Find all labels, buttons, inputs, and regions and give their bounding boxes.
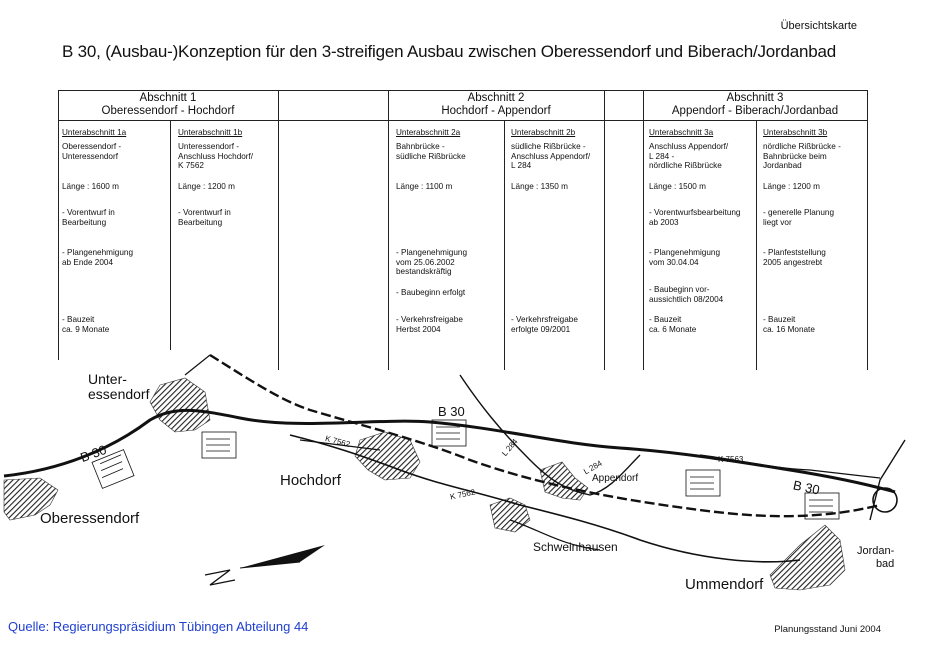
subsection-status: - generelle Planung liegt vor [763, 208, 835, 227]
subsection-approval: - Plangenehmigung vom 25.06.2002 bestandskräftig [396, 248, 468, 276]
place-unteressendorf: Unter- essendorf [88, 371, 150, 402]
section-heading: Abschnitt 1 [139, 92, 197, 104]
subsection-name: Unterabschnitt 1b [178, 128, 243, 137]
page-title: B 30, (Ausbau-)Konzeption für den 3-streifigen Ausbau zwischen Oberessendorf und Biberach/Jordanbad [62, 42, 837, 61]
subsection-route: Unteressendorf - Anschluss Hochdorf/ K 7562 [178, 142, 254, 170]
place-schweinhausen: Schweinhausen [533, 540, 618, 554]
road-label-l284: L 284 [582, 458, 604, 477]
subsection-length: Länge : 1200 m [763, 182, 820, 191]
settlement-ummendorf [770, 525, 845, 590]
road-label-b30: B 30 [438, 404, 465, 419]
subsection-name: Unterabschnitt 3b [763, 128, 828, 137]
subsection-completion: - Verkehrsfreigabe Herbst 2004 [396, 315, 463, 334]
road-label-b30: B 30 [791, 477, 822, 498]
section-heading: Abschnitt 3 [726, 92, 784, 104]
subsection-route: nördliche Rißbrücke - Bahnbrücke beim Jordanbad [763, 142, 841, 170]
subsection-completion: - Verkehrsfreigabe erfolgte 09/2001 [511, 315, 578, 334]
lane-marker-2 [202, 432, 236, 458]
lane-marker-5 [805, 493, 839, 519]
subsection-status: - Vorentwurf in Bearbeitung [62, 208, 115, 227]
subsection-completion: - Bauzeit ca. 6 Monate [649, 315, 697, 334]
source-credit: Quelle: Regierungspräsidium Tübingen Abteilung 44 [8, 619, 309, 634]
subsection-route: Oberessendorf - Unteressendorf [62, 142, 122, 161]
place-jordanbad: Jordan- bad [857, 545, 895, 570]
settlement-schweinhausen [490, 498, 530, 532]
road-label-k7562: K 7562 [449, 487, 477, 502]
planning-status-date: Planungsstand Juni 2004 [774, 624, 881, 635]
place-ummendorf: Ummendorf [685, 576, 764, 593]
subsection-length: Länge : 1600 m [62, 182, 119, 191]
subsection-status: - Vorentwurfsbearbeitung ab 2003 [649, 208, 741, 227]
subsection-construction: - Baubeginn erfolgt [396, 288, 466, 297]
section-route: Appendorf - Biberach/Jordanbad [671, 105, 839, 117]
place-oberessendorf: Oberessendorf [40, 510, 140, 527]
section-heading: Abschnitt 2 [467, 92, 525, 104]
place-appendorf: Appendorf [592, 473, 639, 484]
section-route: Oberessendorf - Hochdorf [101, 105, 235, 117]
subsection-length: Länge : 1500 m [649, 182, 706, 191]
subsection-length: Länge : 1100 m [396, 182, 453, 191]
subsection-name: Unterabschnitt 3a [649, 128, 714, 137]
section-route: Hochdorf - Appendorf [441, 105, 551, 117]
subsection-name: Unterabschnitt 1a [62, 128, 127, 137]
subsection-length: Länge : 1350 m [511, 182, 568, 191]
settlement-unteressendorf [150, 378, 210, 432]
settlement-appendorf [540, 462, 588, 500]
road-label-l284: L 284 [500, 437, 520, 458]
road-label-k7562: K 7562 [324, 433, 352, 450]
subsection-completion: - Bauzeit ca. 9 Monate [62, 315, 110, 334]
subsection-construction: - Baubeginn vor- aussichtlich 08/2004 [649, 285, 724, 304]
subsection-length: Länge : 1200 m [178, 182, 235, 191]
north-arrow-icon [205, 545, 325, 585]
subsection-status: - Vorentwurf in Bearbeitung [178, 208, 231, 227]
subsection-approval: - Plangenehmigung ab Ende 2004 [62, 248, 134, 267]
road-label-b30: B 30 [78, 441, 109, 466]
subsection-name: Unterabschnitt 2a [396, 128, 461, 137]
place-hochdorf: Hochdorf [280, 472, 341, 489]
subsection-approval: - Plangenehmigung vom 30.04.04 [649, 248, 721, 267]
subsection-completion: - Bauzeit ca. 16 Monate [763, 315, 815, 334]
road-label-k7563: K 7563 [718, 455, 744, 464]
map-type-label: Übersichtskarte [780, 20, 857, 32]
subsection-approval: - Planfeststellung 2005 angestrebt [763, 248, 826, 267]
subsection-route: Bahnbrücke - südliche Rißbrücke [396, 142, 466, 161]
lane-marker-4 [686, 470, 720, 496]
subsection-route: Anschluss Appendorf/ L 284 - nördliche Rißbrücke [649, 142, 729, 170]
subsection-name: Unterabschnitt 2b [511, 128, 576, 137]
subsection-route: südliche Rißbrücke - Anschluss Appendorf/ L 284 [511, 142, 591, 170]
